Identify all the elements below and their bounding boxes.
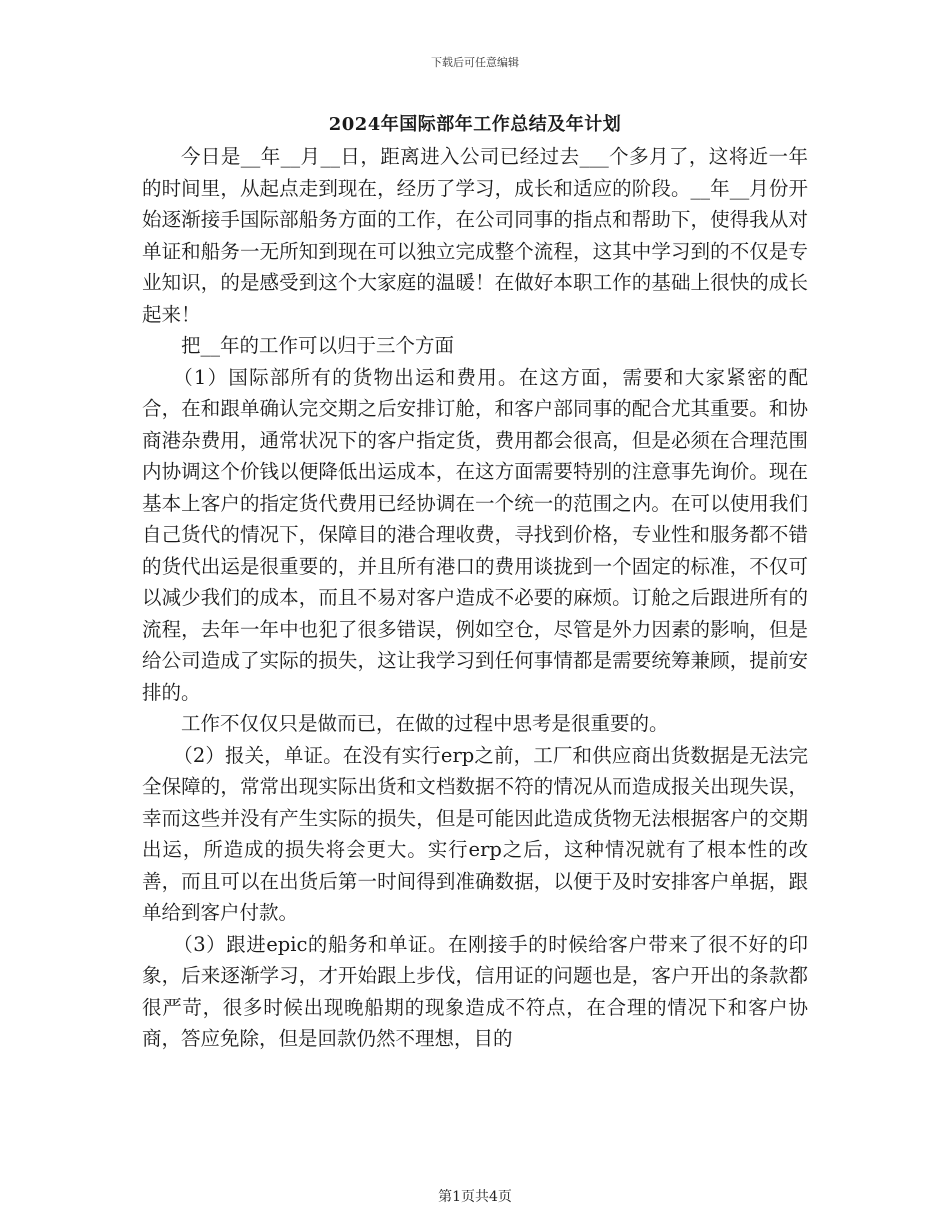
paragraph-intro: 今日是__年__月__日，距离进入公司已经过去___个多月了，这将近一年的时间里，从起点走到现在，经历了学习，成长和适应的阶段。__年__月份开始逐渐接手国际部船务方面的工作，在公司同事的指点和帮助下，使得我从对单证和船务一无所知到现在可以独立完成整个流程，这其中学习到的不仅是专业知识，的是感受到这个大家庭的温暖！在做好本职工作的基础上很快的成长起来！	[142, 145, 808, 326]
paragraph-reflection: 工作不仅仅只是做而已，在做的过程中思考是很重要的。	[181, 712, 669, 735]
paragraph-item-3: （3）跟进epic的船务和单证。在刚接手的时候给客户带来了很不好的印象，后来逐渐学习，才开始跟上步伐，信用证的问题也是，客户开出的条款都很严苛，很多时候出现晚船期的现象造成不符点，在合理的情况下和客户协商，答应免除，但是回款仍然不理想，目的	[142, 932, 808, 1050]
paragraph-summary-lead: 把__年的工作可以归于三个方面	[181, 334, 455, 357]
paragraph-item-1: （1）国际部所有的货物出运和费用。在这方面，需要和大家紧密的配合，在和跟单确认完交期之后安排订舱，和客户部同事的配合尤其重要。和协商港杂费用，通常状况下的客户指定货，费用都会很高，但是必须在合理范围内协调这个价钱以便降低出运成本，在这方面需要特别的注意事先询价。现在基本上客户的指定货代费用已经协调在一个统一的范围之内。在可以使用我们自己货代的情况下，保障目的港合理收费，寻找到价格，专业性和服务都不错的货代出运是很重要的，并且所有港口的费用谈拢到一个固定的标准，不仅可以减少我们的成本，而且不易对客户造成不必要的麻烦。订舱之后跟进所有的流程，去年一年中也犯了很多错误，例如空仓，尽管是外力因素的影响，但是给公司造成了实际的损失，这让我学习到任何事情都是需要统筹兼顾，提前安排的。	[142, 365, 808, 704]
header-note: 下载后可任意编辑	[431, 56, 519, 69]
paragraph-item-2: （2）报关，单证。在没有实行erp之前，工厂和供应商出货数据是无法完全保障的，常常出现实际出货和文档数据不符的情况从而造成报关出现失误，幸而这些并没有产生实际的损失，但是可能因此造成货物无法根据客户的交期出运，所造成的损失将会更大。实行erp之后，这种情况就有了根本性的改善，而且可以在出货后第一时间得到准确数据，以便于及时安排客户单据，跟单给到客户付款。	[142, 743, 808, 924]
document-title: 2024年国际部年工作总结及年计划	[328, 114, 622, 135]
document-body	[142, 141, 808, 1055]
page-number: 第1页共4页	[438, 1189, 512, 1205]
